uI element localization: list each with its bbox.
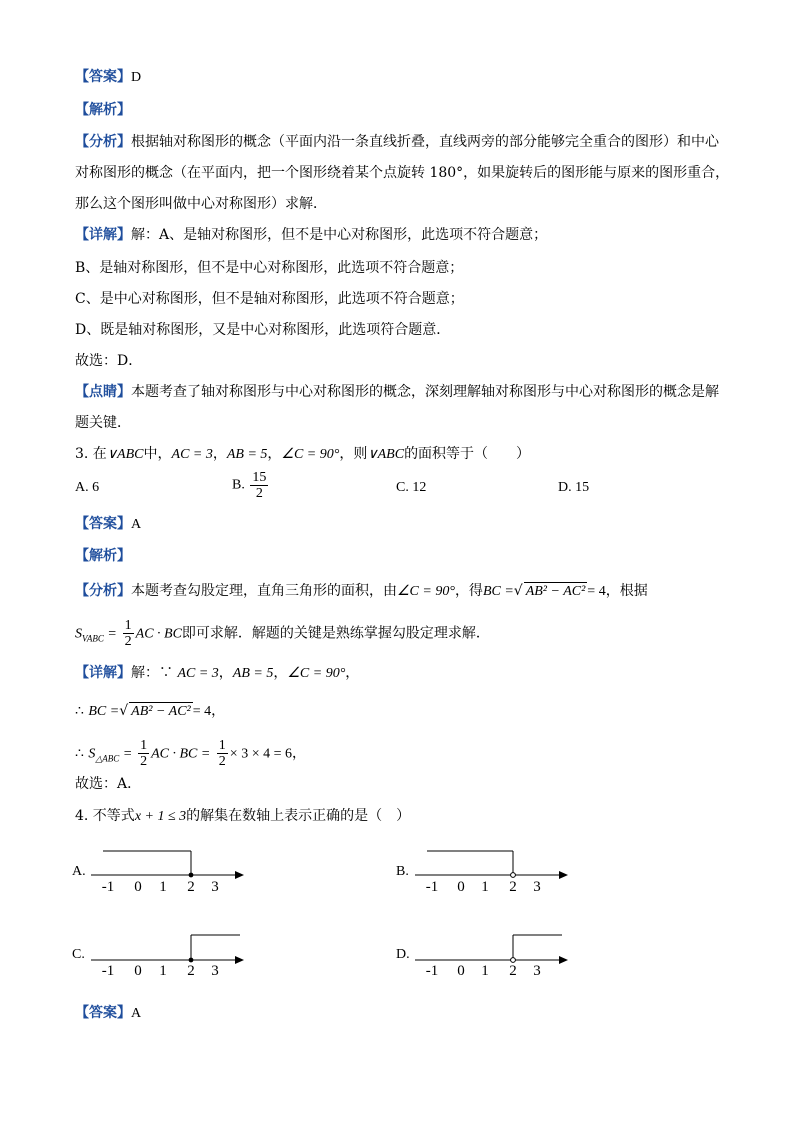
answer-value: A (131, 1006, 142, 1021)
q3-stem-suffix: 的面积等于（ ） (404, 446, 531, 462)
triangle-label: ∨ABC (367, 447, 405, 462)
frac-num: 1 (140, 738, 148, 753)
ac-bc: AC · BC (135, 626, 182, 642)
tick-label: 3 (211, 879, 219, 895)
cond-angle: ∠C = 90° (281, 447, 340, 462)
fenxi-tag: 【分析】 (75, 134, 131, 150)
number-line-b (412, 846, 572, 896)
q4-stem (75, 807, 410, 826)
q2-fenxi-line2: 对称图形的概念（在平面内，把一个图形绕着某个点旋转 180°，如果旋转后的图形能与原来的图形重合， (75, 165, 730, 181)
q3-stem-mid1: 中， (143, 446, 172, 462)
area-subscript: VABC (82, 633, 104, 644)
arrow-icon (559, 956, 568, 964)
sep: ， (291, 745, 306, 762)
tick-label: 2 (509, 879, 517, 895)
tick-label: 1 (481, 963, 489, 979)
solid-dot (189, 873, 194, 878)
hollow-dot (511, 873, 516, 878)
frac-num: 15 (252, 470, 267, 485)
frac-den: 2 (218, 754, 226, 769)
q2-choose: 故选：D． (75, 353, 143, 369)
sep: ， (218, 665, 233, 681)
area-symbol: S (75, 626, 82, 642)
answer-tag: 【答案】 (75, 1005, 131, 1021)
half-fraction (123, 618, 134, 649)
q2-answer-line (75, 68, 141, 87)
q3-option-b (232, 470, 270, 501)
hollow-dot (511, 958, 516, 963)
frac-den: 2 (140, 754, 148, 769)
eq-4: = 4 (587, 584, 606, 599)
product: × 3 × 4 = 6 (229, 746, 292, 762)
analysis-tag: 【解析】 (75, 102, 131, 118)
q2-xiangjie-line (75, 226, 547, 244)
tick-label: 3 (211, 963, 219, 979)
q2-line-d: D、既是轴对称图形，又是中心对称图形，此选项符合题意． (75, 322, 451, 338)
dianjing-tag: 【点睛】 (75, 384, 131, 400)
tick-label: 0 (457, 963, 465, 979)
tick-label: -1 (101, 963, 115, 979)
q3-choose: 故选：A． (75, 776, 142, 792)
therefore: ∴ (75, 703, 84, 719)
equals: = (123, 746, 132, 762)
sep: ， (211, 703, 226, 719)
q2-line-c: C、是中心对称图形，但不是轴对称图形，此选项不符合题意； (75, 291, 464, 307)
tick-label: 1 (159, 879, 167, 895)
frac-num: 1 (218, 738, 226, 753)
q4-option-c-label: C. (72, 947, 85, 962)
fenxi-text: 即可求解．解题的关键是熟练掌握勾股定理求解． (181, 625, 490, 642)
q3-stem-mid2: ，则 (339, 446, 368, 462)
frac-num: 1 (124, 618, 132, 633)
tick-label: -1 (101, 879, 115, 895)
solid-dot (189, 958, 194, 963)
q3-option-d: D. 15 (558, 480, 590, 495)
sep: ， (345, 665, 360, 681)
q3-stem-prefix: 3. 在 (75, 446, 107, 462)
answer-tag: 【答案】 (75, 516, 131, 532)
q4-answer-line (75, 1004, 141, 1023)
q4-stem-suffix: 的解集在数轴上表示正确的是（ ） (186, 808, 411, 824)
inequality: x + 1 ≤ 3 (134, 809, 187, 824)
fenxi-text: ，得 (454, 583, 483, 599)
tick-label: 3 (533, 879, 541, 895)
q3-step2: ∴ BC =√ AB² − AC² = 4， (75, 703, 226, 719)
eq-4: = 4 (192, 704, 212, 719)
q4-option-b-label: B. (396, 864, 409, 879)
fenxi-text: 本题考查勾股定理，直角三角形的面积，由 (131, 583, 397, 599)
q2-fenxi-line3: 那么这个图形叫做中心对称图形）求解． (75, 196, 327, 212)
fenxi-text: ，根据 (605, 583, 648, 599)
answer-tag: 【答案】 (75, 69, 131, 85)
tick-label: 0 (457, 879, 465, 895)
tick-label: 2 (187, 879, 195, 895)
xiangjie-tag: 【详解】 (75, 665, 131, 681)
q3-analysis-heading (75, 547, 131, 565)
q2-line-b: B、是轴对称图形，但不是中心对称图形，此选项不符合题意； (75, 260, 464, 276)
q2-dianjing-line1 (75, 383, 719, 401)
q3-xiangjie-line (75, 664, 359, 683)
radicand: AB² − AC² (131, 704, 191, 719)
arrow-icon (235, 871, 244, 879)
q3-option-a: A. 6 (75, 480, 100, 495)
tick-label: 2 (187, 963, 195, 979)
cond-ac: AC = 3 (171, 447, 213, 462)
half-fraction (138, 738, 149, 769)
option-b-fraction (250, 470, 268, 501)
ac-bc: AC · BC = (151, 746, 211, 762)
tick-label: 0 (134, 963, 142, 979)
analysis-tag: 【解析】 (75, 548, 131, 564)
arrow-icon (559, 871, 568, 879)
q4-option-d-label: D. (396, 947, 410, 962)
area-symbol: S (88, 746, 96, 762)
answer-value: A (131, 517, 142, 532)
bc-eq: BC = (482, 584, 514, 599)
tick-label: 0 (134, 879, 142, 895)
option-b-label: B. (232, 477, 245, 493)
area-subscript: △ABC (95, 753, 120, 764)
q2-analysis-heading (75, 101, 131, 119)
frac-den: 2 (255, 486, 263, 501)
tick-label: -1 (425, 963, 439, 979)
cond-ac: AC = 3 (177, 666, 219, 681)
q2-dianjing-line2: 题关键． (75, 415, 131, 431)
cond-angle: ∠C = 90° (287, 666, 346, 681)
radicand: AB² − AC² (525, 584, 586, 599)
dianjing-text: 本题考查了轴对称图形与中心对称图形的概念，深刻理解轴对称图形与中心对称图形的概念是解 (131, 384, 719, 400)
therefore: ∴ (75, 745, 84, 762)
triangle-label: ∨ABC (106, 447, 144, 462)
answer-value: D (131, 70, 142, 85)
number-line-c (88, 929, 248, 979)
q3-step3 (75, 738, 306, 769)
sep: ， (212, 446, 227, 462)
fenxi-text: 根据轴对称图形的概念（平面内沿一条直线折叠，直线两旁的部分能够完全重合的图形）和中心 (131, 134, 719, 150)
equals: = (108, 626, 117, 642)
q3-option-c: C. 12 (396, 480, 427, 495)
tick-label: 3 (533, 963, 541, 979)
q3-answer-line (75, 515, 141, 534)
q2-fenxi-line1 (75, 133, 719, 151)
tick-label: 1 (159, 963, 167, 979)
angle-c: ∠C = 90° (397, 584, 455, 599)
half-fraction (217, 738, 228, 769)
arrow-icon (235, 956, 244, 964)
tick-label: 2 (509, 963, 517, 979)
sep: ， (267, 446, 282, 462)
number-line-d (412, 929, 572, 979)
tick-label: -1 (425, 879, 439, 895)
fenxi-tag: 【分析】 (75, 583, 131, 599)
xiangjie-tag: 【详解】 (75, 227, 131, 243)
q3-fenxi-line1: 【分析】本题考查勾股定理，直角三角形的面积，由∠C = 90°，得BC =√ AB² − AC² = 4，根据 (75, 583, 648, 599)
bc-eq: BC = (88, 704, 120, 719)
xiangjie-text: 解：A、是轴对称图形，但不是中心对称图形，此选项不符合题意； (131, 227, 548, 243)
q4-stem-prefix: 4. 不等式 (75, 808, 135, 824)
sep: ， (273, 665, 288, 681)
tick-label: 1 (481, 879, 489, 895)
xiangjie-pre: 解：∵ (131, 665, 173, 681)
cond-ab: AB = 5 (226, 447, 268, 462)
q3-fenxi-line2 (75, 618, 490, 649)
q4-option-a-label: A. (72, 864, 86, 879)
q3-stem (75, 445, 530, 464)
number-line-a (88, 846, 248, 896)
cond-ab: AB = 5 (232, 666, 274, 681)
frac-den: 2 (124, 634, 132, 649)
